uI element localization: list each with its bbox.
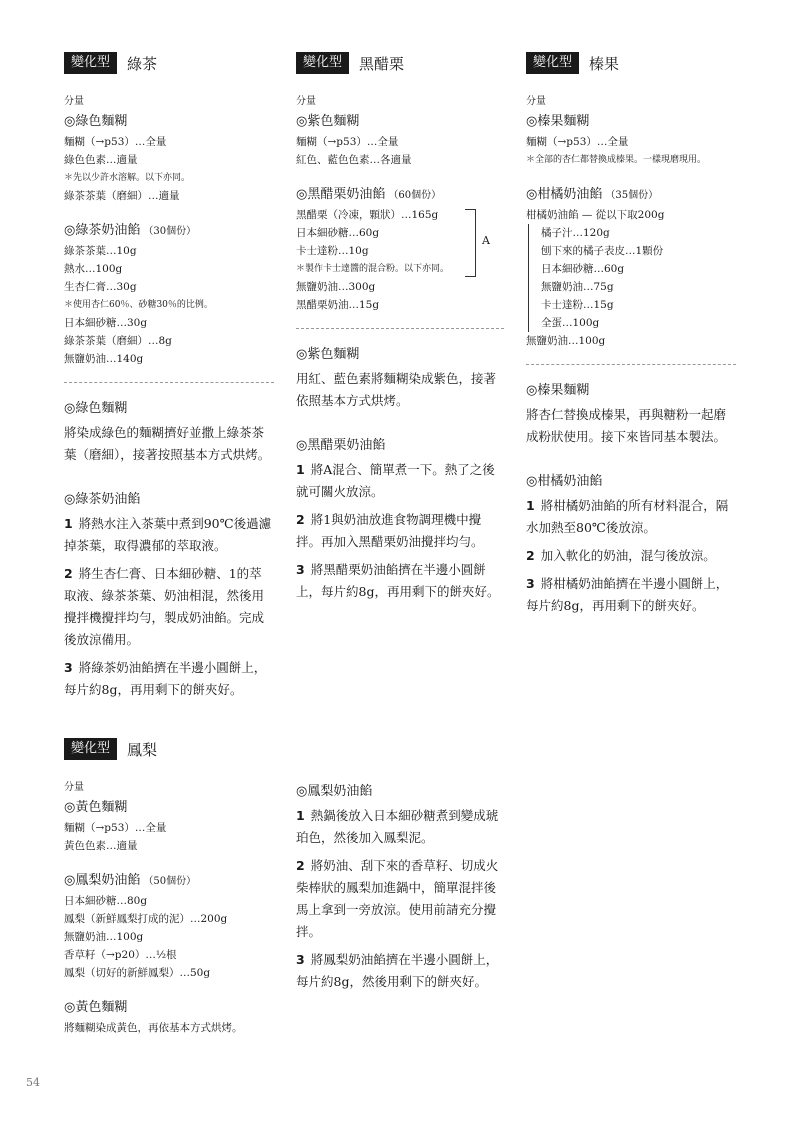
group-label: A xyxy=(482,234,490,247)
variation-header xyxy=(64,52,274,74)
yield-count: （30個份） xyxy=(143,226,197,237)
ingredient-line: 香草籽（→p20）…½根 xyxy=(64,949,177,961)
ingredient-line: 無鹽奶油…100g xyxy=(526,335,606,347)
ingredient-line: 橘子汁…120g xyxy=(541,227,610,239)
method-text: 用紅、藍色素將麵糊染成紫色，接著依照基本方式烘烤。 xyxy=(296,371,497,408)
variation-title: 黑醋栗 xyxy=(359,54,405,73)
ingredient-line: 麵糊（→p53）…全量 xyxy=(64,822,167,834)
ingredient-line: 刨下來的橘子表皮…1顆份 xyxy=(541,245,664,257)
ingredient-line: 黑醋栗（冷凍，顆狀）…165g xyxy=(296,209,439,221)
ingredient-line: 綠茶茶葉…10g xyxy=(64,245,137,257)
column-green-tea xyxy=(64,52,274,701)
variation-tag: 變化型 xyxy=(296,52,349,74)
column-blackcurrant xyxy=(296,52,504,603)
dashed-divider xyxy=(296,328,504,329)
dashed-divider xyxy=(526,364,736,365)
variation-tag: 變化型 xyxy=(526,52,579,74)
variation-title: 綠茶 xyxy=(127,54,158,73)
yield-count: （35個份） xyxy=(605,190,659,201)
yield-count: （60個份） xyxy=(388,190,442,201)
quantity-label: 分量 xyxy=(296,96,316,107)
quantity-label: 分量 xyxy=(64,782,84,793)
ingredient-line: 麵糊（→p53）…全量 xyxy=(64,136,167,148)
variation-title: 鳳梨 xyxy=(127,740,158,759)
variation-header xyxy=(296,52,504,74)
method-title: ◎黑醋栗奶油餡 xyxy=(296,438,386,453)
ingredient-note: ＊製作卡士達醬的混合粉。以下亦同。 xyxy=(296,264,450,274)
quantity-label: 分量 xyxy=(526,96,546,107)
ingredient-line: 卡士達粉…10g xyxy=(296,245,369,257)
ingredient-subgroup xyxy=(528,224,736,332)
method-title: ◎榛果麵糊 xyxy=(526,383,590,398)
ingredient-line: 麵糊（→p53）…全量 xyxy=(526,136,629,148)
ingredient-line: 無鹽奶油…140g xyxy=(64,353,144,365)
ingredient-line: 生杏仁膏…30g xyxy=(64,281,137,293)
section-title: ◎鳳梨奶油餡 （50個份） xyxy=(64,873,197,888)
ingredient-line: 綠茶茶葉（磨細）…8g xyxy=(64,335,172,347)
ingredient-line: 無鹽奶油…100g xyxy=(64,931,144,943)
ingredient-line: 日本細砂糖…60g xyxy=(541,263,625,275)
column-hazelnut xyxy=(526,52,736,617)
variation-tag: 變化型 xyxy=(64,738,117,760)
method-step: 3 將綠茶奶油餡擠在半邊小圓餅上，每片約8g，再用剩下的餅夾好。 xyxy=(64,660,267,697)
ingredient-note: ＊先以少許水溶解。以下亦同。 xyxy=(64,173,191,183)
method-text: 將染成綠色的麵糊擠好並撒上綠茶茶葉（磨細），接著按照基本方式烘烤。 xyxy=(64,425,271,462)
method-step: 1 將柑橘奶油餡的所有材料混合，隔水加熱至80℃後放涼。 xyxy=(526,498,729,535)
ingredient-note: ＊全部的杏仁都替換成榛果。一樣現磨現用。 xyxy=(526,155,707,165)
method-step: 3 將柑橘奶油餡擠在半邊小圓餅上，每片約8g，再用剩下的餅夾好。 xyxy=(526,576,729,613)
quantity-label: 分量 xyxy=(64,96,84,107)
ingredient-line: 麵糊（→p53）…全量 xyxy=(296,136,399,148)
method-title: ◎黃色麵糊 xyxy=(64,1000,128,1015)
ingredient-line: 全蛋…100g xyxy=(541,317,600,329)
ingredient-line: 日本細砂糖…80g xyxy=(64,895,148,907)
method-step: 1 將A混合、簡單煮一下。熱了之後就可關火放涼。 xyxy=(296,462,495,499)
ingredient-line: 無鹽奶油…75g xyxy=(541,281,614,293)
method-step: 2 將奶油、刮下來的香草籽、切成火柴棒狀的鳳梨加進鍋中，簡單混拌後馬上拿到一旁放涼。使用前請充分攪拌。 xyxy=(296,858,499,939)
method-title: ◎綠色麵糊 xyxy=(64,401,128,416)
ingredient-line: 卡士達粉…15g xyxy=(541,299,614,311)
ingredient-line: 熱水…100g xyxy=(64,263,123,275)
variation-header xyxy=(526,52,736,74)
section-title: ◎黃色麵糊 xyxy=(64,800,128,815)
section-title: ◎黑醋栗奶油餡 （60個份） xyxy=(296,187,442,202)
method-step: 1 將熱水注入茶葉中煮到90℃後過濾掉茶葉，取得濃郁的萃取液。 xyxy=(64,516,272,553)
variation-title: 榛果 xyxy=(589,54,620,73)
section-title: ◎紫色麵糊 xyxy=(296,114,360,129)
section-title: ◎綠色麵糊 xyxy=(64,114,128,129)
page-number: 54 xyxy=(26,1076,40,1089)
ingredient-line: 柑橘奶油餡 — 從以下取200g xyxy=(526,209,665,221)
ingredient-line: 綠色色素…適量 xyxy=(64,154,138,166)
method-text: 將麵糊染成黃色，再依基本方式烘烤。 xyxy=(64,1022,243,1034)
ingredient-note: ＊使用杏仁60％、砂糖30％的比例。 xyxy=(64,300,213,310)
method-step: 2 將1與奶油放進食物調理機中攪拌。再加入黑醋栗奶油攪拌均勻。 xyxy=(296,512,484,549)
ingredient-line: 黃色色素…適量 xyxy=(64,840,138,852)
section-title: ◎柑橘奶油餡 （35個份） xyxy=(526,187,659,202)
variation-header xyxy=(64,738,274,760)
method-step: 1 熱鍋後放入日本細砂糖煮到變成琥珀色，然後加入鳳梨泥。 xyxy=(296,808,499,845)
method-step: 3 將黑醋栗奶油餡擠在半邊小圓餅上，每片約8g，再用剩下的餅夾好。 xyxy=(296,562,500,599)
section-title: ◎綠茶奶油餡 （30個份） xyxy=(64,223,197,238)
method-title: ◎鳳梨奶油餡 xyxy=(296,784,373,799)
dashed-divider xyxy=(64,382,274,383)
ingredient-line: 黑醋栗奶油…15g xyxy=(296,299,380,311)
method-title: ◎紫色麵糊 xyxy=(296,347,360,362)
ingredient-line: 綠茶茶葉（磨細）…適量 xyxy=(64,190,180,202)
method-step: 3 將鳳梨奶油餡擠在半邊小圓餅上，每片約8g，然後用剩下的餅夾好。 xyxy=(296,952,499,989)
method-text: 將杏仁替換成榛果，再與糖粉一起磨成粉狀使用。接下來皆同基本製法。 xyxy=(526,407,727,444)
column-pineapple xyxy=(64,738,274,1037)
method-title: ◎綠茶奶油餡 xyxy=(64,492,141,507)
ingredient-line: 鳳梨（切好的新鮮鳳梨）…50g xyxy=(64,967,211,979)
method-step: 2 將生杏仁膏、日本細砂糖、1的萃取液、綠茶茶葉、奶油相混，然後用攪拌機攪拌均勻，製成奶油餡。完成後放涼備用。 xyxy=(64,566,265,647)
method-title: ◎柑橘奶油餡 xyxy=(526,474,603,489)
section-title: ◎榛果麵糊 xyxy=(526,114,590,129)
ingredient-line: 日本細砂糖…60g xyxy=(296,227,380,239)
ingredient-line: 鳳梨（新鮮鳳梨打成的泥）…200g xyxy=(64,913,228,925)
group-bracket xyxy=(465,209,476,277)
ingredient-group-a xyxy=(296,206,490,278)
ingredient-line: 紅色、藍色色素…各適量 xyxy=(296,154,412,166)
method-step: 2 加入軟化的奶油，混勻後放涼。 xyxy=(526,548,716,563)
yield-count: （50個份） xyxy=(143,876,197,887)
column-pineapple-method xyxy=(296,780,504,993)
variation-tag: 變化型 xyxy=(64,52,117,74)
ingredient-line: 日本細砂糖…30g xyxy=(64,317,148,329)
ingredient-line: 無鹽奶油…300g xyxy=(296,281,376,293)
